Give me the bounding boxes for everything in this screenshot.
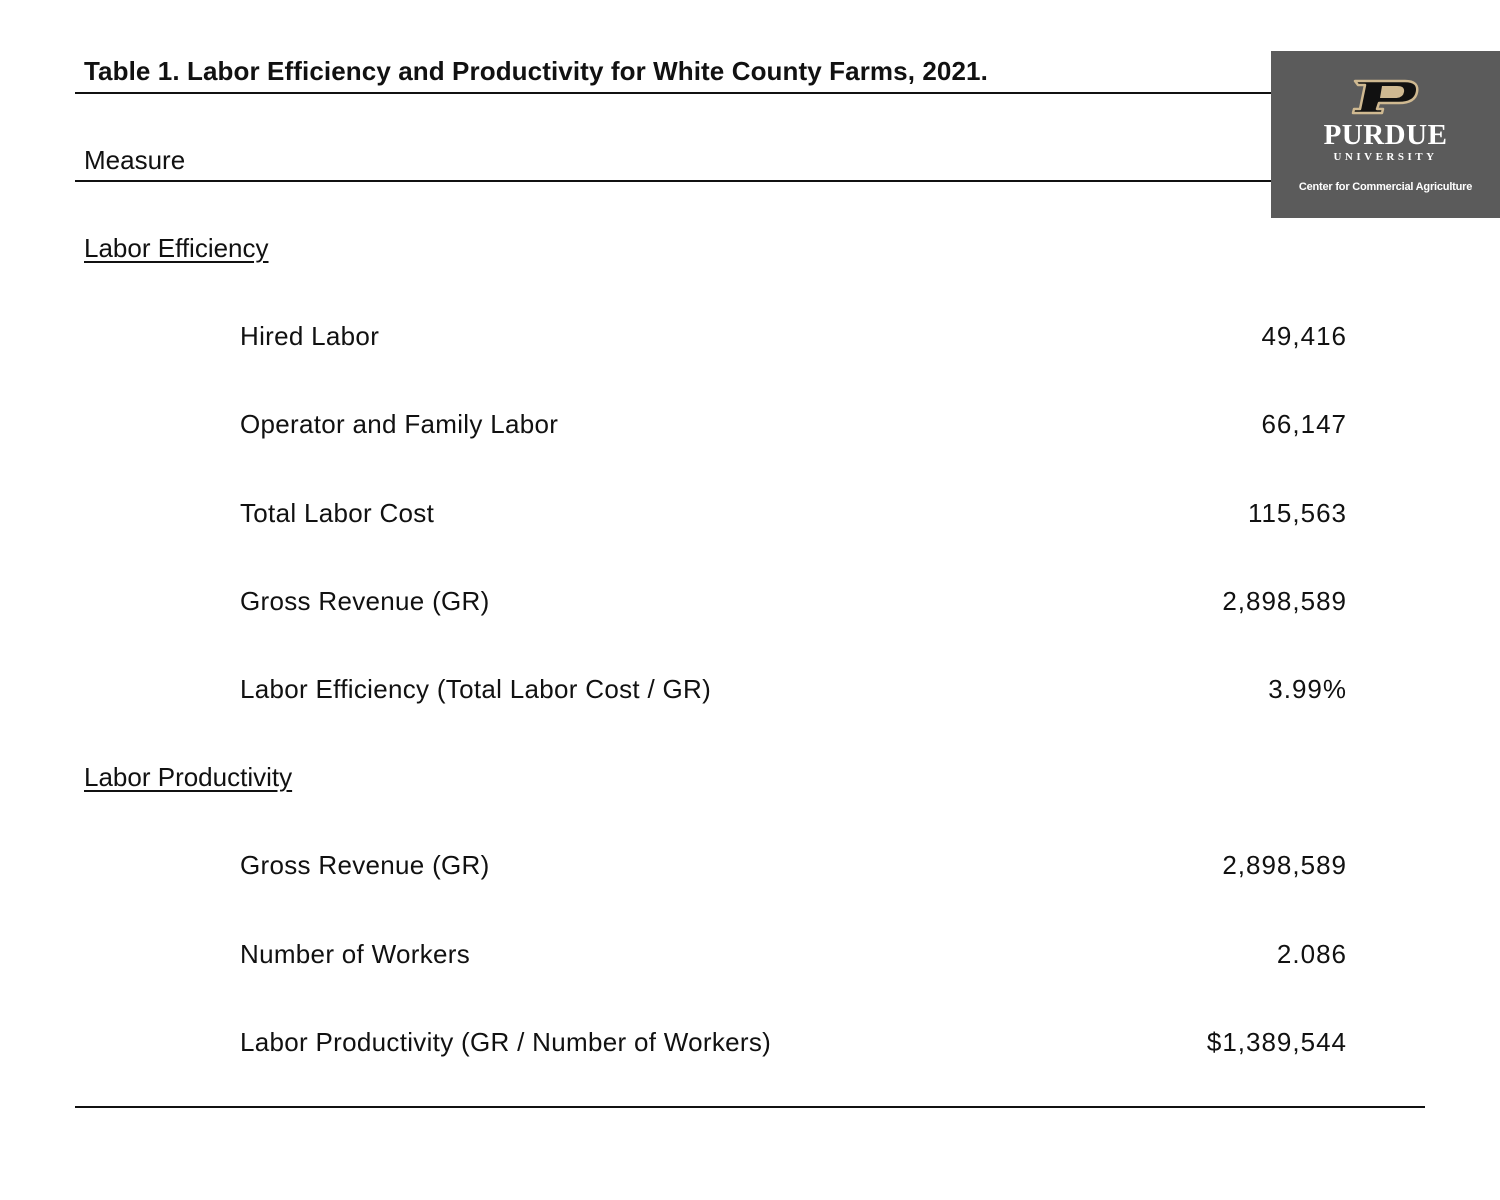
row-label-operator-family-labor: Operator and Family Labor [240,409,559,439]
measure-column-header: Measure [84,145,186,175]
header-rule [75,180,1425,182]
row-value-labor-efficiency: 3.99% [1268,674,1347,704]
row-label-gross-revenue: Gross Revenue (GR) [240,586,490,616]
row-value-hired-labor: 49,416 [1261,321,1347,351]
row-value-labor-productivity: $1,389,544 [1206,1027,1347,1057]
row-value-total-labor-cost: 115,563 [1247,498,1347,528]
section-heading-labor-productivity: Labor Productivity [84,762,293,792]
row-label-total-labor-cost: Total Labor Cost [240,498,435,528]
logo-subtitle: UNIVERSITY [1333,151,1438,163]
purdue-logo [1271,51,1500,218]
row-label-gross-revenue: Gross Revenue (GR) [240,850,490,880]
row-value-gross-revenue: 2,898,589 [1222,850,1347,880]
purdue-p-icon [1349,75,1421,117]
row-value-gross-revenue: 2,898,589 [1222,586,1347,616]
row-label-number-of-workers: Number of Workers [240,939,471,969]
logo-center-name: Center for Commercial Agriculture [1298,181,1473,193]
row-label-hired-labor: Hired Labor [240,321,380,351]
table-bottom-rule [75,1106,1425,1108]
row-value-number-of-workers: 2.086 [1276,939,1347,969]
row-label-labor-productivity: Labor Productivity (GR / Number of Workers) [240,1027,772,1057]
table-title: Table 1. Labor Efficiency and Productivity for White County Farms, 2021. [84,56,988,86]
row-label-labor-efficiency: Labor Efficiency (Total Labor Cost / GR) [240,674,712,704]
row-value-operator-family-labor: 66,147 [1261,409,1347,439]
section-heading-labor-efficiency: Labor Efficiency [84,233,269,263]
logo-wordmark: PURDUE [1323,119,1448,151]
title-rule [75,92,1425,94]
